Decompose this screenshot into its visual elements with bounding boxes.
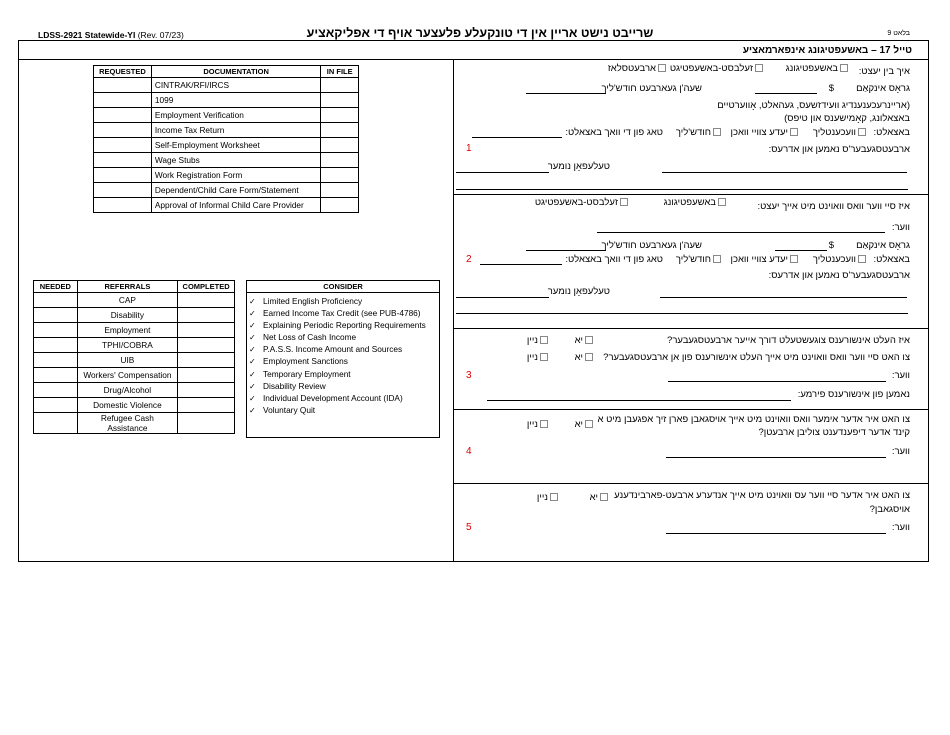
- column-divider: [453, 60, 454, 562]
- requested-cell[interactable]: [94, 198, 152, 213]
- q2-hours-label: שעה'ן געארבעט חודש'ליך: [601, 240, 702, 251]
- in-file-cell[interactable]: [321, 93, 359, 108]
- q3-who-label: ווער:: [891, 370, 910, 381]
- documentation-label: Employment Verification: [151, 108, 321, 123]
- referral-row: [34, 413, 235, 434]
- q1-number: 1: [466, 143, 472, 154]
- checkmark-icon: ✓: [249, 345, 256, 355]
- consider-item-label: Explaining Periodic Reporting Requirements: [263, 320, 426, 331]
- checkbox-icon: [840, 64, 848, 72]
- q3-q2-yes[interactable]: יא: [575, 352, 595, 363]
- referral-label: Refugee Cash Assistance: [77, 413, 178, 434]
- referral-row: [34, 368, 235, 383]
- q5-no[interactable]: ניין: [537, 492, 560, 503]
- q1-status-label: איך בין יעצט:: [858, 66, 910, 77]
- q5-number: 5: [466, 522, 472, 533]
- checkbox-icon: [658, 64, 666, 72]
- q2-who-input[interactable]: [597, 223, 885, 233]
- q2-opt-self[interactable]: זעלבסט-באשעפטיגט: [535, 197, 630, 208]
- q1-paid-label: באצאלט:: [873, 127, 910, 138]
- q4-number: 4: [466, 446, 472, 457]
- q1-paid-monthly[interactable]: חודש'ליך: [676, 127, 723, 138]
- q3-question2: צו האט סיי ווער וואס וואוינט מיט אייך העלט אינשורענס פון אן ארבעטסגעבער?: [603, 352, 910, 363]
- consider-item-label: Limited English Proficiency: [263, 296, 363, 306]
- form-id: LDSS-2921 Statewide-YI (Rev. 07/23): [38, 30, 184, 40]
- needed-cell[interactable]: [34, 323, 78, 338]
- q4-question-line1: צו האט איר אדער אימער וואס וואוינט מיט אייך אויסגאבן פארן זיך אפגעבן מיט א: [597, 414, 910, 425]
- q5-who-label: ווער:: [891, 522, 910, 533]
- q2-who-label: ווער:: [891, 222, 910, 233]
- checkbox-icon: [790, 255, 798, 263]
- q1-gross-income-label: גראָס אינקאַם: [856, 83, 910, 94]
- q3-divider: [454, 409, 928, 410]
- documentation-label: CINTRAK/RFI/IRCS: [151, 78, 321, 93]
- consider-item: [249, 331, 439, 343]
- referral-label: Drug/Alcohol: [77, 383, 178, 398]
- q2-opt-employed[interactable]: באשעפטיגונג: [664, 197, 728, 208]
- in-file-cell[interactable]: [321, 123, 359, 138]
- checkbox-icon: [713, 255, 721, 263]
- consider-header: CONSIDER: [247, 281, 439, 293]
- q2-paid-monthly[interactable]: חודש'ליך: [676, 254, 723, 265]
- referrals-table: [33, 280, 235, 434]
- requested-cell[interactable]: [94, 138, 152, 153]
- referral-label: Employment: [77, 323, 178, 338]
- q2-phone-input[interactable]: [456, 288, 549, 298]
- consider-item: [249, 368, 439, 380]
- q2-gross-income-input[interactable]: [775, 241, 827, 251]
- requested-cell[interactable]: [94, 153, 152, 168]
- completed-cell[interactable]: [178, 308, 235, 323]
- completed-cell[interactable]: [178, 293, 235, 308]
- referral-label: Domestic Violence: [77, 398, 178, 413]
- in-file-cell[interactable]: [321, 168, 359, 183]
- q3-number: 3: [466, 370, 472, 381]
- q3-q1-no[interactable]: ניין: [527, 335, 550, 346]
- q4-no[interactable]: ניין: [527, 419, 550, 430]
- checkmark-icon: ✓: [249, 333, 256, 343]
- checkbox-icon: [858, 128, 866, 136]
- checkbox-icon: [585, 353, 593, 361]
- documentation-row: [94, 183, 359, 198]
- in-file-cell[interactable]: [321, 183, 359, 198]
- checkmark-icon: ✓: [249, 369, 256, 379]
- referral-label: UIB: [77, 353, 178, 368]
- q3-who-input[interactable]: [668, 372, 886, 382]
- q1-phone-label: טעלעפאָן נומער: [547, 161, 610, 172]
- needed-cell[interactable]: [34, 398, 78, 413]
- q3-company-input[interactable]: [487, 391, 791, 401]
- checkbox-icon: [585, 336, 593, 344]
- referral-row: [34, 353, 235, 368]
- documentation-row: [94, 198, 359, 213]
- checkbox-icon: [713, 128, 721, 136]
- referral-label: Disability: [77, 308, 178, 323]
- completed-cell[interactable]: [178, 383, 235, 398]
- completed-cell[interactable]: [178, 353, 235, 368]
- referral-label: CAP: [77, 293, 178, 308]
- consider-item-label: Voluntary Quit: [263, 404, 316, 415]
- col-referrals: REFERRALS: [77, 281, 178, 293]
- referral-row: [34, 293, 235, 308]
- documentation-label: Income Tax Return: [151, 123, 321, 138]
- page-number: בלאט 9: [887, 30, 910, 37]
- q1-payday-label: טאג פון די וואך באצאלט:: [565, 127, 663, 138]
- q2-paid-biweekly[interactable]: יעדע צוויי וואכן: [731, 254, 800, 265]
- checkmark-icon: ✓: [249, 381, 256, 391]
- q1-opt-self[interactable]: זעלבסט-באשעפטיגט: [670, 63, 765, 74]
- consider-item: [249, 392, 439, 404]
- consider-item: [249, 404, 439, 416]
- q1-types-line2: באצאלונג, קאָמישענס און טיפס): [784, 113, 910, 124]
- q2-paid-label: באצאלט:: [873, 254, 910, 265]
- needed-cell[interactable]: [34, 338, 78, 353]
- q4-who-input[interactable]: [666, 448, 886, 458]
- col-needed: NEEDED: [34, 281, 78, 293]
- referral-row: [34, 338, 235, 353]
- consider-item: [249, 307, 439, 319]
- q3-company-label: נאמען פון אינשורענס פירמע:: [797, 389, 910, 400]
- q2-divider: [454, 328, 928, 329]
- consider-item: [249, 295, 439, 307]
- q2-question: איז סיי ווער וואס וואוינט מיט אייך יעצט:: [757, 201, 910, 212]
- in-file-cell[interactable]: [321, 78, 359, 93]
- q1-payday-input[interactable]: [472, 128, 562, 138]
- completed-cell[interactable]: [178, 413, 235, 434]
- q4-who-label: ווער:: [891, 446, 910, 457]
- documentation-row: [94, 168, 359, 183]
- q1-gross-income-input[interactable]: [755, 84, 817, 94]
- q1-hours-input[interactable]: [526, 84, 606, 94]
- referral-row: [34, 308, 235, 323]
- q2-hours-input[interactable]: [526, 241, 606, 251]
- checkbox-icon: [585, 420, 593, 428]
- consider-item-label: Employment Sanctions: [263, 356, 348, 367]
- q2-phone-label: טעלעפאָן נומער: [547, 286, 610, 297]
- q2-employer-input[interactable]: [660, 288, 907, 298]
- q2-gross-income-label: גראָס אינקאַם: [856, 240, 910, 251]
- consider-item: [249, 380, 439, 392]
- documentation-label: Approval of Informal Child Care Provider: [151, 198, 321, 213]
- consider-list: [247, 295, 439, 416]
- in-file-cell[interactable]: [321, 153, 359, 168]
- consider-item: [249, 319, 439, 331]
- needed-cell[interactable]: [34, 368, 78, 383]
- referral-row: [34, 383, 235, 398]
- documentation-label: 1099: [151, 93, 321, 108]
- requested-cell[interactable]: [94, 108, 152, 123]
- q4-divider: [454, 483, 928, 484]
- q1-paid-weekly[interactable]: וועכענטליך: [813, 127, 868, 138]
- requested-cell[interactable]: [94, 123, 152, 138]
- checkmark-icon: ✓: [249, 357, 256, 367]
- documentation-row: [94, 108, 359, 123]
- documentation-label: Work Registration Form: [151, 168, 321, 183]
- q1-employer-input-line2[interactable]: [456, 180, 908, 190]
- in-file-cell[interactable]: [321, 108, 359, 123]
- checkmark-icon: ✓: [249, 393, 256, 403]
- checkbox-icon: [755, 64, 763, 72]
- q3-question1: איז העלט אינשורענס צוגעשטעלט דורך אייער ארבעטסגעבער?: [667, 335, 910, 346]
- form-rev: (Rev. 07/23): [137, 30, 184, 40]
- documentation-table: [93, 65, 359, 213]
- completed-cell[interactable]: [178, 368, 235, 383]
- consider-item-label: P.A.S.S. Income Amount and Sources: [263, 344, 403, 355]
- q4-question-line2: קינד אדער דיפענדענט צוליבן ארבעטן?: [758, 427, 910, 438]
- needed-cell[interactable]: [34, 353, 78, 368]
- referral-label: TPHI/COBRA: [77, 338, 178, 353]
- documentation-label: Wage Stubs: [151, 153, 321, 168]
- needed-cell[interactable]: [34, 308, 78, 323]
- q1-opt-employed[interactable]: באשעפטיגונג: [786, 63, 850, 74]
- consider-item-label: Earned Income Tax Credit (see PUB-4786): [263, 308, 421, 319]
- q2-paid-weekly[interactable]: וועכענטליך: [813, 254, 868, 265]
- q3-q1-yes[interactable]: יא: [575, 335, 595, 346]
- col-documentation: DOCUMENTATION: [151, 66, 321, 78]
- q1-hours-label: שעה'ן געארבעט חודש'ליך: [601, 83, 702, 94]
- consider-item-label: Individual Development Account (IDA): [263, 392, 403, 403]
- q5-question-line2: אויסגאבן?: [869, 504, 910, 515]
- completed-cell[interactable]: [178, 398, 235, 413]
- referral-label: Workers' Compensation: [77, 368, 178, 383]
- section-title: טייל 17 – באשעפטיגונג אינפארמאציע: [19, 41, 928, 60]
- checkbox-icon: [718, 198, 726, 206]
- consider-item: [249, 355, 439, 367]
- q2-payday-input[interactable]: [480, 255, 562, 265]
- documentation-label: Dependent/Child Care Form/Statement: [151, 183, 321, 198]
- consider-box: [246, 280, 440, 438]
- q1-phone-input[interactable]: [456, 163, 549, 173]
- q1-employer-input[interactable]: [662, 163, 907, 173]
- completed-cell[interactable]: [178, 338, 235, 353]
- needed-cell[interactable]: [34, 383, 78, 398]
- checkbox-icon: [790, 128, 798, 136]
- checkmark-icon: ✓: [249, 321, 256, 331]
- page-title: שרייבט נישט אריין אין די טונקעלע פלעצער אויף די אפליקאציע: [306, 26, 654, 40]
- documentation-row: [94, 93, 359, 108]
- checkbox-icon: [620, 198, 628, 206]
- requested-cell[interactable]: [94, 78, 152, 93]
- q1-opt-unemployed[interactable]: ארבעטסלאז: [608, 63, 668, 74]
- requested-cell[interactable]: [94, 168, 152, 183]
- consider-item-label: Disability Review: [263, 380, 326, 391]
- documentation-row: [94, 123, 359, 138]
- q2-payday-label: טאג פון די וואך באצאלט:: [565, 254, 663, 265]
- checkbox-icon: [600, 493, 608, 501]
- q2-number: 2: [466, 254, 472, 265]
- checkbox-icon: [540, 420, 548, 428]
- requested-cell[interactable]: [94, 93, 152, 108]
- checkmark-icon: ✓: [249, 297, 256, 306]
- needed-cell[interactable]: [34, 293, 78, 308]
- checkbox-icon: [858, 255, 866, 263]
- documentation-label: Self-Employment Worksheet: [151, 138, 321, 153]
- completed-cell[interactable]: [178, 323, 235, 338]
- q1-employer-label: ארבעטסגעבער'ס נאמען און אדרעס:: [768, 144, 910, 155]
- q5-who-input[interactable]: [666, 524, 886, 534]
- checkbox-icon: [550, 493, 558, 501]
- col-completed: COMPLETED: [178, 281, 235, 293]
- q2-dollar: $: [828, 240, 834, 251]
- checkbox-icon: [540, 353, 548, 361]
- checkmark-icon: ✓: [249, 309, 256, 319]
- q5-yes[interactable]: יא: [590, 492, 610, 503]
- q1-divider: [454, 194, 928, 195]
- q4-yes[interactable]: יא: [575, 419, 595, 430]
- referral-row: [34, 398, 235, 413]
- q2-employer-label: ארבעטסגעבער'ס נאמען און אדרעס:: [768, 270, 910, 281]
- q1-dollar: $: [828, 83, 834, 94]
- consider-item-label: Temporary Employment: [263, 368, 351, 379]
- col-in-file: IN FILE: [321, 66, 359, 78]
- documentation-row: [94, 78, 359, 93]
- needed-cell[interactable]: [34, 413, 78, 434]
- col-requested: REQUESTED: [94, 66, 152, 78]
- documentation-row: [94, 153, 359, 168]
- referral-row: [34, 323, 235, 338]
- checkbox-icon: [540, 336, 548, 344]
- requested-cell[interactable]: [94, 183, 152, 198]
- consider-item: [249, 343, 439, 355]
- documentation-row: [94, 138, 359, 153]
- consider-item-label: Net Loss of Cash Income: [263, 332, 357, 343]
- q5-question-line1: צו האט איר אדער סיי ווער עס וואוינט מיט אייך אנדערע ארבעט-פארבינדענע: [614, 490, 910, 501]
- q3-q2-no[interactable]: ניין: [527, 352, 550, 363]
- in-file-cell[interactable]: [321, 198, 359, 213]
- q1-paid-biweekly[interactable]: יעדע צוויי וואכן: [731, 127, 800, 138]
- q2-employer-input-line2[interactable]: [456, 304, 908, 314]
- q1-types-line1: (אריינרעכענענדיג וועידזשעס, געהאלט, אָווערטיים: [717, 100, 910, 111]
- in-file-cell[interactable]: [321, 138, 359, 153]
- checkmark-icon: ✓: [249, 405, 256, 415]
